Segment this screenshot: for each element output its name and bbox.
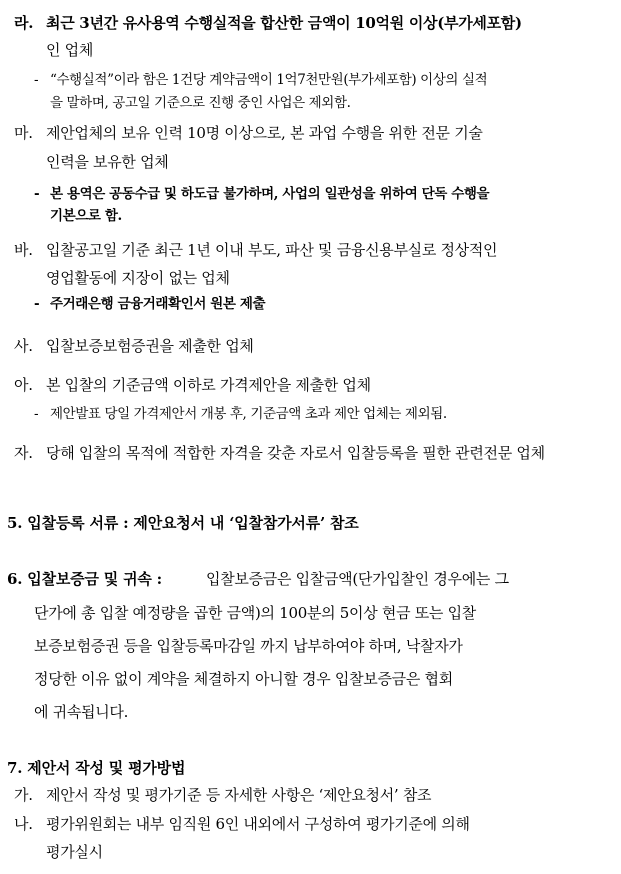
section-6-line1: 입찰보증금은 입찰금액(단가입찰인 경우에는 그 bbox=[206, 570, 509, 588]
item-ba-marker: 바. bbox=[14, 241, 33, 259]
item-ra-line1: 최근 3년간 유사용역 수행실적을 합산한 금액이 10억원 이상(부가세포함) bbox=[46, 14, 522, 32]
item-ra-marker: 라. bbox=[14, 14, 34, 32]
item-ma-marker: 마. bbox=[14, 124, 33, 142]
item-ra-line2: 인 업체 bbox=[46, 41, 94, 59]
section-7-na-line1: 평가위원회는 내부 임직원 6인 내외에서 구성하여 평가기준에 의해 bbox=[46, 815, 470, 833]
section-7-na-marker: 나. bbox=[14, 815, 33, 833]
section-5-heading: 5. 입찰등록 서류 : 제안요청서 내 ‘입찰참가서류’ 참조 bbox=[7, 514, 359, 532]
item-ja-line1: 당해 입찰의 목적에 적합한 자격을 갖춘 자로서 입찰등록을 필한 관련전문 업체 bbox=[46, 444, 545, 462]
section-6-heading: 6. 입찰보증금 및 귀속 : bbox=[7, 570, 163, 588]
item-ra-note2: 을 말하며, 공고일 기준으로 진행 중인 사업은 제외함. bbox=[50, 95, 351, 111]
item-ba-note1: 주거래은행 금융거래확인서 원본 제출 bbox=[50, 296, 266, 312]
item-ma-line2: 인력을 보유한 업체 bbox=[46, 153, 169, 171]
item-ba-line2: 영업활동에 지장이 없는 업체 bbox=[46, 269, 230, 287]
section-7-ga-line1: 제안서 작성 및 평가기준 등 자세한 사항은 ‘제안요청서’ 참조 bbox=[46, 786, 432, 804]
item-ma-note2: 기본으로 함. bbox=[50, 208, 122, 224]
section-6-line2: 단가에 총 입찰 예정량을 곱한 금액)의 100분의 5이상 현금 또는 입찰 bbox=[34, 604, 476, 622]
item-ba-line1: 입찰공고일 기준 최근 1년 이내 부도, 파산 및 금융신용부실로 정상적인 bbox=[46, 241, 498, 259]
item-ra-note1: “수행실적”이라 함은 1건당 계약금액이 1억7천만원(부가세포함) 이상의 실적 bbox=[50, 72, 488, 88]
item-ma-line1: 제안업체의 보유 인력 10명 이상으로, 본 과업 수행을 위한 전문 기술 bbox=[46, 124, 483, 142]
item-sa-line1: 입찰보증보험증권을 제출한 업체 bbox=[46, 337, 254, 355]
section-7-heading: 7. 제안서 작성 및 평가방법 bbox=[7, 759, 186, 777]
item-a-note1: 제안발표 당일 가격제안서 개봉 후, 기준금액 초과 제안 업체는 제외됨. bbox=[50, 406, 447, 422]
section-6-line3: 보증보험증권 등을 입찰등록마감일 까지 납부하여야 하며, 낙찰자가 bbox=[34, 637, 463, 655]
item-ja-marker: 자. bbox=[14, 444, 33, 462]
item-sa-marker: 사. bbox=[14, 337, 33, 355]
item-a-note-dash: - bbox=[34, 406, 39, 422]
section-6-line4: 정당한 이유 없이 계약을 체결하지 아니할 경우 입찰보증금은 협회 bbox=[34, 670, 453, 688]
item-ra-note-dash: - bbox=[34, 72, 39, 88]
item-ba-note-dash: - bbox=[34, 296, 40, 312]
section-7-ga-marker: 가. bbox=[14, 786, 33, 804]
section-7-na-line2: 평가실시 bbox=[46, 843, 103, 861]
item-a-marker: 아. bbox=[14, 376, 33, 394]
item-ma-note1: 본 용역은 공동수급 및 하도급 불가하며, 사업의 일관성을 위하여 단독 수행을 bbox=[50, 186, 490, 202]
item-a-line1: 본 입찰의 기준금액 이하로 가격제안을 제출한 업체 bbox=[46, 376, 371, 394]
section-6-line5: 에 귀속됩니다. bbox=[34, 703, 129, 721]
item-ma-note-dash: - bbox=[34, 186, 40, 202]
